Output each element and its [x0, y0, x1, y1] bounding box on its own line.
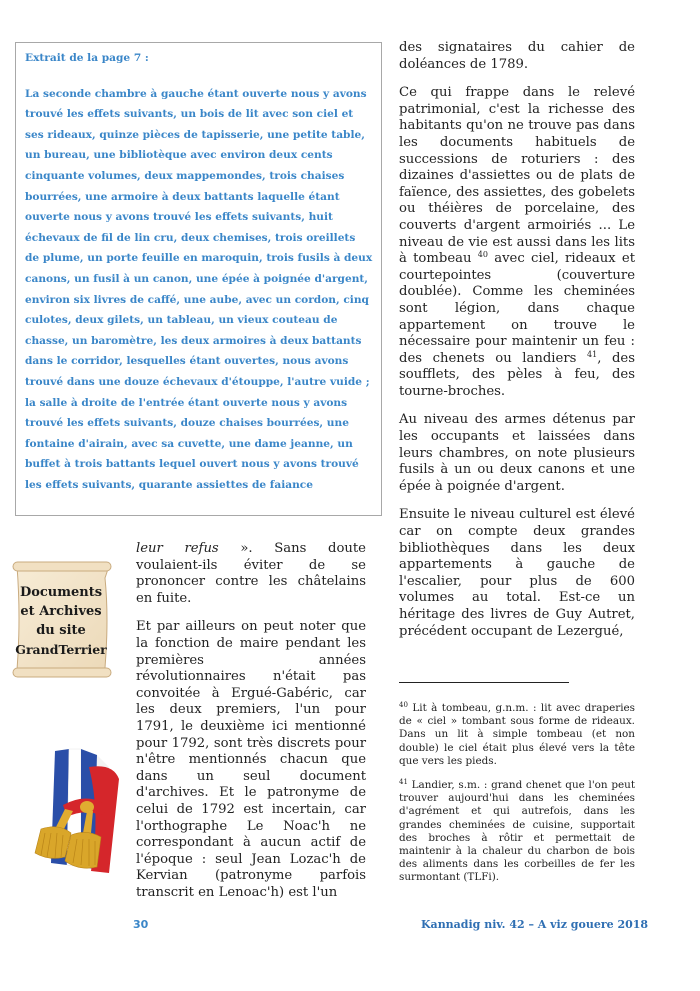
- text: , des soufflets, des pèles à feu, des tourne-broches.: [399, 350, 635, 399]
- extract-title: Extrait de la page 7 :: [25, 52, 149, 64]
- footnote-ref[interactable]: 41: [587, 349, 598, 359]
- footnote-number: 41: [399, 778, 408, 787]
- page-number: 30: [133, 918, 149, 931]
- footnote: [399, 702, 635, 768]
- footnote-ref[interactable]: 40: [477, 250, 488, 260]
- footnote: [399, 779, 635, 885]
- scroll-line: du site: [36, 623, 86, 638]
- tricolor-sash-image: [5, 745, 123, 875]
- middle-column: [136, 541, 366, 913]
- extract-text: La seconde chambre à gauche étant ouverte nous y avons trouvé les effets suivants, un bois de lit avec son ciel et ses rideaux, quinze pièces de tapisserie, une petite table, un bureau, une bibliotèque avec environ deux cents cinquante volumes, deux mappemondes, trois chaises bourrées, une armoire à deux battants laquelle étant ouverte nous y avons trouvé les effets suivants, huit échevaux de fil de lin cru, deux chemises, trois oreillets de plume, un porte feuille en maroquin, trois fusils à deux canons, un fusil à un canon, une épée à poignée d'argent, environ six livres de caffé, une aube, avec un cordon, cinq culotes, deux gilets, un tableau, un vieux couteau de chasse, un baromètre, les deux armoires à deux battants dans le corridor, lesquelles étant ouvertes, nous avons trouvé dans une douze échevaux d'étouppe, l'autre vuide ; la salle à droite de l'entrée étant ouverte nous y avons trouvé les effets suivants, douze chaises bourrées, une fontaine d'airain, avec sa cuvette, une dame jeanne, un buffet à trois battants lequel ouvert nous y avons trouvé les effets suivants, quarante assiettes de faiance: [25, 87, 373, 491]
- paragraph: [399, 85, 635, 400]
- text: ». Sans doute voulaient-ils éviter de se prononcer contre les châtelains en fuite.: [136, 541, 366, 606]
- footer-publication-title: Kannadig niv. 42 – A viz gouere 2018: [421, 918, 649, 931]
- scroll-line: GrandTerrier: [15, 642, 107, 657]
- footnote-divider: [399, 682, 569, 683]
- italic-text: leur refus: [136, 541, 219, 556]
- paragraph: Et par ailleurs on peut noter que la fonction de maire pendant les premières années révolutionnaires n'était pas convoitée à Ergué-Gabéric, car les deux premiers, l'un pour 1791, le deuxième ici mentionné pour 1792, sont très discrets pour n'être mentionnés chacun que dans un seul document d'archives. Et le patronyme de celui de 1792 est incertain, car l'orthographe Le Noac'h ne correspondant à aucun actif de l'époque : seul Jean Lozac'h de Kervian (patronyme parfois transcrit en Lenoac'h) est l'un: [136, 619, 366, 900]
- paragraph: Au niveau des armes détenus par les occupants et laissées dans leurs chambres, on note plusieurs fusils à un ou deux canons et une épée à poignée d'argent.: [399, 412, 635, 494]
- text: Ce qui frappe dans le relevé patrimonial, c'est la richesse des habitants qu'on ne trouve pas dans les documents habituels de successions de roturiers : des dizaines d'assiettes ou de plats de faïence, des assiettes, des gobelets ou théières de porcelaine, des couverts d'argent armoiriés ... Le niveau de vie est aussi dans les lits à tombeau: [399, 85, 635, 267]
- footnote-text: Landier, s.m. : grand chenet que l'on peut trouver aujourd'hui dans les cheminées d'agrément et qui autrefois, dans les grandes cheminées de cuisine, supportait des broches à rôtir et permettait de maintenir à la chaleur du charbon de bois des aliments dans les corbeilles de fer les surmontant (TLFi).: [399, 779, 635, 884]
- paragraph: Ensuite le niveau culturel est élevé car on compte deux grandes bibliothèques dans les deux appartements à gauche de l'escalier, pour plus de 600 volumes au total. Est-ce un héritage des livres de Guy Autret, précédent occupant de Lezergué,: [399, 507, 635, 639]
- scroll-line: Documents: [19, 585, 103, 600]
- footnote-text: Lit à tombeau, g.n.m. : lit avec draperies de « ciel » tombant sous forme de rideaux. Dans un lit à simple tombeau (et non double) le ciel était plus élevé vers la tête que vers les pieds.: [399, 702, 635, 767]
- text: avec ciel, rideaux et courtepointes (couverture doublée). Comme les cheminées sont légion, dans chaque appartement on trouve le nécessaire pour maintenir un feu : des chenets ou landiers: [399, 251, 635, 366]
- paragraph: [136, 541, 366, 607]
- right-column: [399, 40, 635, 652]
- extract-box: [15, 42, 382, 516]
- footnotes: [399, 702, 635, 896]
- scroll-line: et Archives: [20, 604, 102, 619]
- paragraph: des signataires du cahier de doléances de 1789.: [399, 40, 635, 72]
- footnote-number: 40: [399, 701, 408, 709]
- parchment-scroll-image: [5, 558, 117, 684]
